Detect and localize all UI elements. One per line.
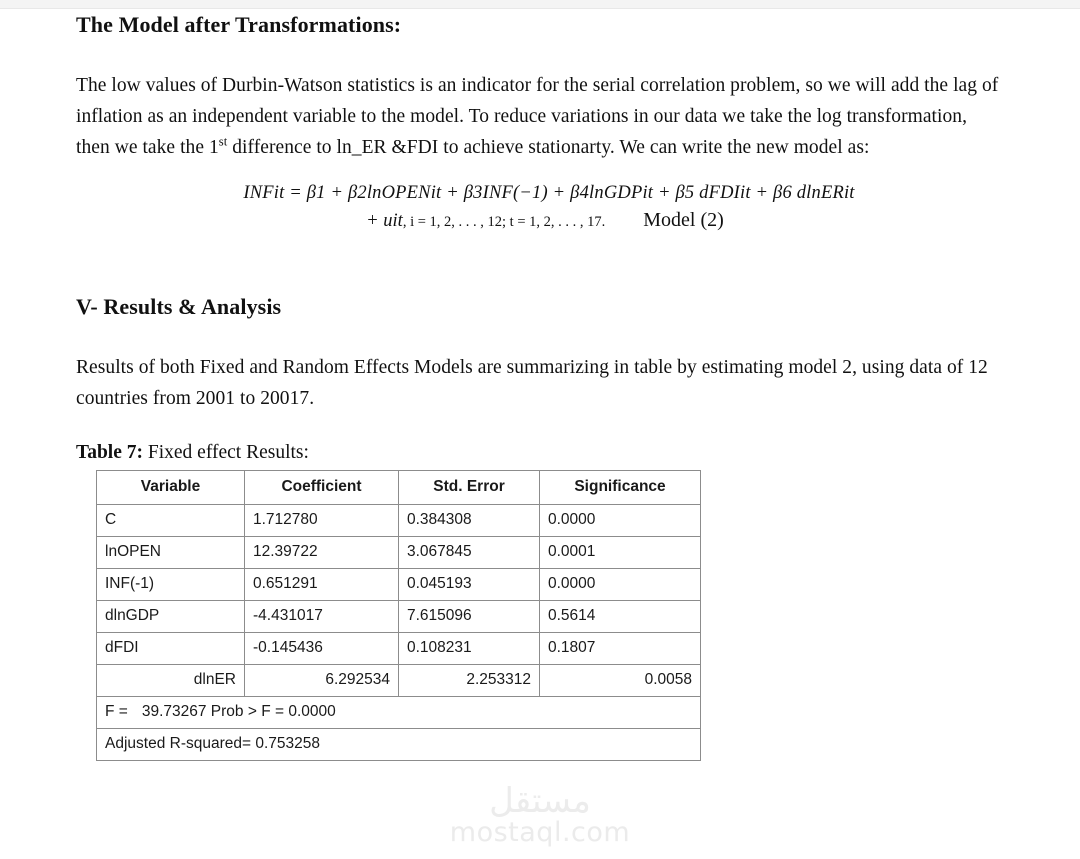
watermark-arabic-text: مستقل: [489, 781, 591, 821]
cell-coefficient: 0.651291: [245, 569, 399, 601]
table-row: [97, 633, 701, 665]
cell-significance: 0.0001: [540, 537, 701, 569]
f-statistic-label: F =: [105, 703, 128, 720]
table-row: [97, 505, 701, 537]
cell-std-error: 3.067845: [399, 537, 540, 569]
cell-variable: INF(-1): [97, 569, 245, 601]
cell-significance: 0.5614: [540, 601, 701, 633]
column-header-std-error: Std. Error: [399, 471, 540, 505]
column-header-coefficient: Coefficient: [245, 471, 399, 505]
table-row: [97, 665, 701, 697]
watermark: [0, 782, 1080, 848]
ordinal-suffix: st: [218, 134, 228, 149]
page-top-band: [0, 0, 1080, 9]
table-header: [97, 471, 701, 505]
table-row: [97, 569, 701, 601]
paragraph-transformations: [76, 70, 1004, 163]
cell-variable: dFDI: [97, 633, 245, 665]
equation-line-2: [76, 209, 1004, 232]
cell-coefficient: -0.145436: [245, 633, 399, 665]
cell-std-error: 0.108231: [399, 633, 540, 665]
cell-coefficient: -4.431017: [245, 601, 399, 633]
cell-variable: C: [97, 505, 245, 537]
paragraph-results-intro: Results of both Fixed and Random Effects Models are summarizing in table by estimating model 2, using data of 12 countries from 2001 to 20017.: [76, 357, 988, 409]
paragraph-text-a: The low values of Durbin-Watson statistics is an indicator for the serial correlation problem, so we will add the lag of inflation as an independent variable to the model. To reduce variations in our data we take the log transformation, then we take the 1: [76, 75, 999, 158]
equation-error-term: + uit: [366, 211, 403, 231]
fixed-effect-results-table: [96, 470, 701, 761]
paragraph-text-b: difference to ln_ER &FDI to achieve stationarty. We can write the new model as:: [227, 137, 870, 158]
model-equation: [76, 183, 1004, 232]
cell-significance: 0.1807: [540, 633, 701, 665]
document-content: [76, 12, 1004, 761]
f-statistic-value: 39.73267 Prob > F = 0.0000: [141, 703, 336, 720]
cell-variable: dlnGDP: [97, 601, 245, 633]
watermark-domain-text: mostaql.com: [449, 817, 631, 848]
equation-index-conditions: , i = 1, 2, . . . , 12; t = 1, 2, . . . , 17.: [402, 214, 606, 230]
table-header-row: [97, 471, 701, 505]
table-footer-row-rsquared: [97, 729, 701, 761]
table-body: [97, 505, 701, 761]
equation-model-label: Model (2): [643, 209, 724, 231]
cell-coefficient: 6.292534: [245, 665, 399, 697]
section-heading-results: V- Results & Analysis: [76, 294, 282, 319]
column-header-significance: Significance: [540, 471, 701, 505]
cell-variable: lnOPEN: [97, 537, 245, 569]
table-footer-row-fstat: [97, 697, 701, 729]
table-row: [97, 537, 701, 569]
cell-variable: dlnER: [97, 665, 245, 697]
page-title: The Model after Transformations:: [76, 12, 402, 37]
cell-coefficient: 1.712780: [245, 505, 399, 537]
cell-significance: 0.0000: [540, 505, 701, 537]
cell-coefficient: 12.39722: [245, 537, 399, 569]
equation-line-1: INFit = β1 + β2lnOPENit + β3INF(−1) + β4lnGDPit + β5 dFDIit + β6 dlnERit: [243, 183, 855, 203]
cell-std-error: 7.615096: [399, 601, 540, 633]
table-caption-text: Fixed effect Results:: [143, 442, 309, 463]
cell-significance: 0.0058: [540, 665, 701, 697]
table-caption: [76, 442, 1004, 464]
cell-std-error: 2.253312: [399, 665, 540, 697]
table-row: [97, 601, 701, 633]
table-caption-label: Table 7:: [76, 442, 144, 463]
cell-std-error: 0.045193: [399, 569, 540, 601]
cell-f-statistic: [97, 697, 701, 729]
column-header-variable: Variable: [97, 471, 245, 505]
cell-adjusted-r-squared: Adjusted R-squared= 0.753258: [97, 729, 701, 761]
cell-significance: 0.0000: [540, 569, 701, 601]
cell-std-error: 0.384308: [399, 505, 540, 537]
